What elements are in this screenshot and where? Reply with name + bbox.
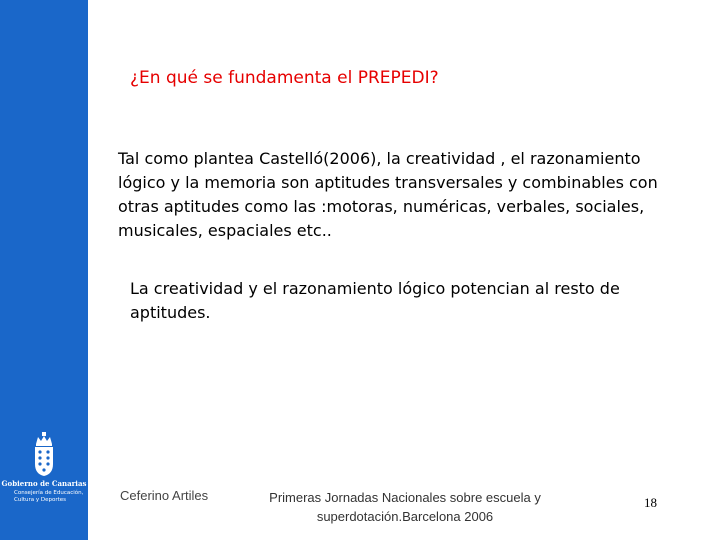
- logo-subtitle-line: Consejería de Educación,: [14, 490, 84, 496]
- coat-of-arms-icon: [32, 432, 56, 476]
- footer-event: Primeras Jornadas Nacionales sobre escuela y superdotación.Barcelona 2006: [269, 490, 541, 524]
- slide-title: ¿En qué se fundamenta el PREPEDI?: [130, 68, 439, 88]
- logo-subtitle-line: Cultura y Deportes: [14, 497, 67, 503]
- footer-author: Ceferino Artiles: [120, 488, 209, 503]
- logo-title: Gobierno de Canarias: [1, 479, 87, 488]
- page-number: 18: [644, 495, 657, 510]
- logo-subtitle: [0, 490, 88, 504]
- body-paragraph-1: Tal como plantea Castelló(2006), la creatividad , el razonamiento lógico y la memoria son aptitudes transversales y combinables con otras aptitudes como las :motoras, numéricas, verbales, sociales, musicales, espaciales etc..: [118, 149, 658, 240]
- government-logo: [0, 432, 88, 504]
- sidebar-band: [0, 0, 88, 540]
- body-paragraph-2: La creatividad y el razonamiento lógico potencian al resto de aptitudes.: [130, 279, 620, 322]
